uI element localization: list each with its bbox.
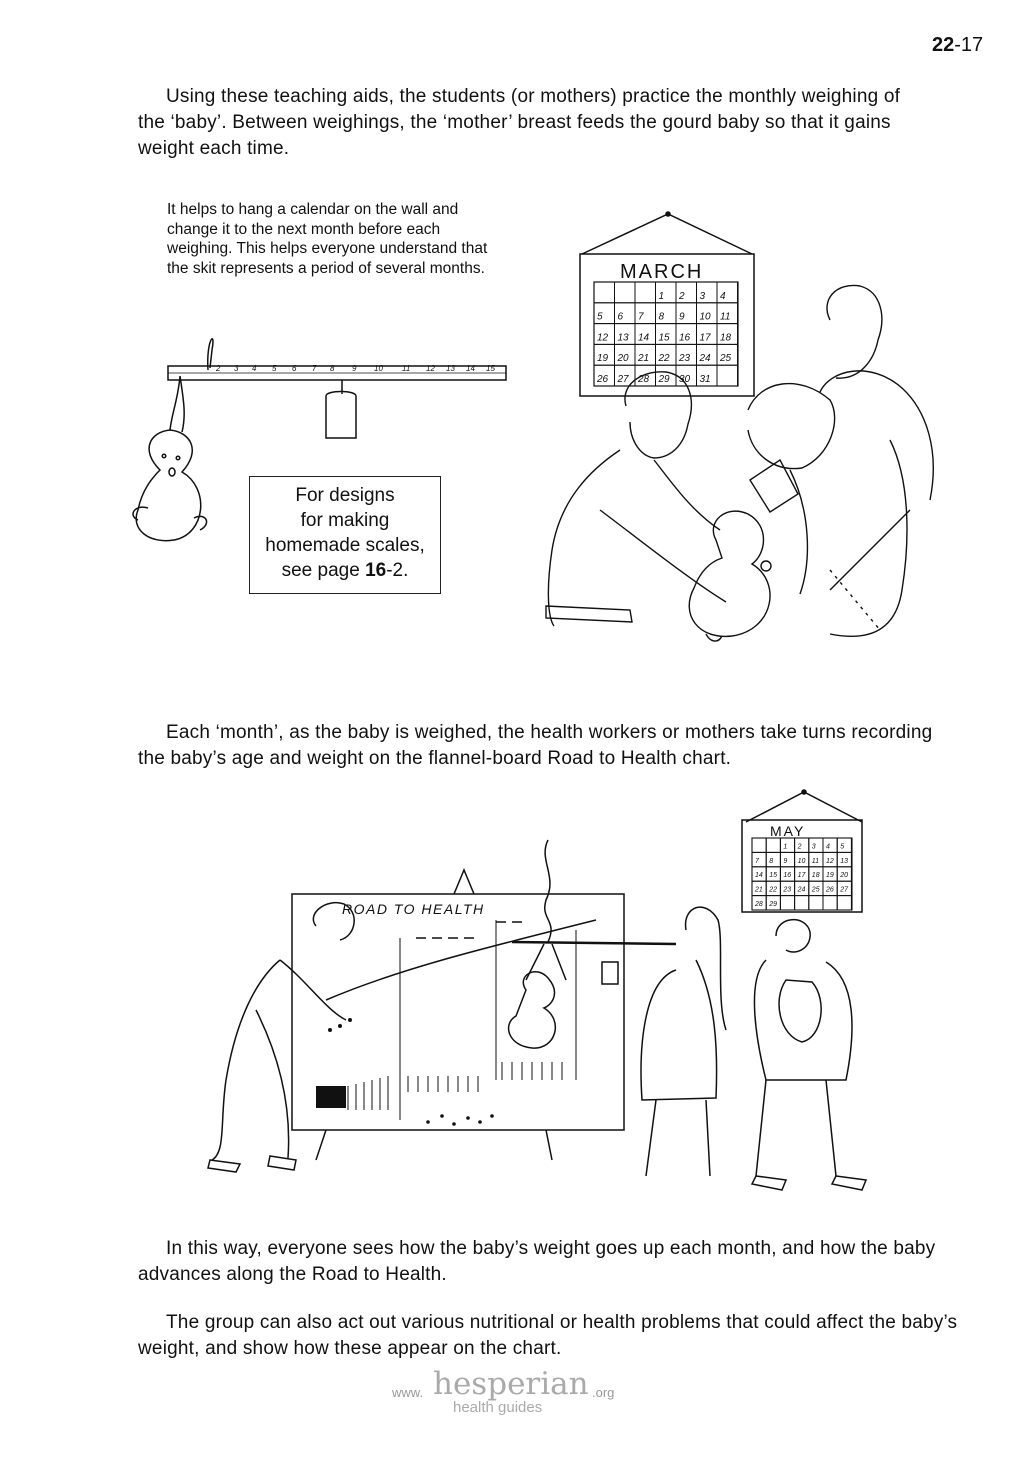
scale-box-line: For designs — [295, 485, 395, 506]
paragraph-act-out-text: The group can also act out various nutritional or health problems that could affect the baby’s weight, and show how these appear on the chart. — [138, 1312, 958, 1359]
calendar-day: 27 — [840, 886, 848, 894]
paragraph-road-advance — [138, 1236, 958, 1288]
calendar-day: 12 — [597, 332, 609, 344]
scale-box-line — [250, 558, 440, 583]
calendar-day: 23 — [679, 353, 691, 365]
calendar-day: 4 — [826, 843, 830, 851]
calendar-day: 19 — [597, 353, 609, 365]
calendar-day: 16 — [679, 332, 691, 344]
calendar-day: 14 — [755, 872, 763, 880]
calendar-day: 7 — [755, 857, 759, 865]
calendar-day: 13 — [840, 857, 848, 865]
calendar-day: 10 — [699, 311, 711, 323]
calendar-day: 25 — [720, 353, 732, 365]
calendar-day: 2 — [797, 843, 802, 851]
calendar-day: 17 — [699, 332, 711, 344]
calendar-day: 4 — [720, 290, 726, 302]
calendar-day: 29 — [658, 374, 670, 385]
board-title: ROAD TO HEALTH — [342, 901, 485, 917]
calendar-day: 5 — [597, 311, 603, 323]
calendar-day: 22 — [658, 353, 670, 365]
calendar-day: 17 — [797, 872, 806, 880]
calendar-day: 26 — [597, 374, 609, 385]
calendar-day: 3 — [699, 290, 706, 302]
calendar-day: 13 — [617, 332, 629, 344]
calendar-cell — [717, 365, 738, 386]
calendar-cell — [809, 896, 823, 910]
calendar-day: 18 — [720, 332, 732, 344]
calendar-day: 23 — [783, 886, 792, 894]
tick-label: 9 — [352, 364, 357, 373]
tick-label: 4 — [252, 364, 257, 373]
calendar-day: 21 — [638, 353, 650, 365]
scale-box-text: see page — [281, 560, 366, 581]
paragraph-road-advance-text: In this way, everyone sees how the baby’s weight goes up each month, and how the baby advances along the Road to Health. — [138, 1238, 936, 1285]
paragraph-intro-text: Using these teaching aids, the students (or mothers) practice the monthly weighing of the ‘baby’. Between weighings, the ‘mother’ breast feeds the gourd baby so that it gains weight each time. — [138, 86, 901, 159]
calendar-day: 3 — [811, 843, 816, 851]
calendar-month-march: MARCH — [620, 261, 704, 283]
paragraph-intro — [138, 84, 918, 162]
footer-logo[interactable]: hesperian — [433, 1366, 589, 1402]
page-number — [932, 34, 983, 57]
tick-label: 3 — [234, 364, 239, 373]
calendar-day: 15 — [769, 872, 777, 880]
calendar-cell — [766, 838, 780, 852]
homemade-scales-box — [249, 476, 441, 594]
calendar-day: 9 — [783, 857, 788, 865]
tick-label: 13 — [446, 364, 455, 373]
calendar-day: 2 — [679, 290, 685, 302]
road-to-health-illustration — [196, 780, 876, 1205]
may-calendar-grid — [752, 838, 851, 910]
calendar-day: 11 — [811, 857, 820, 865]
calendar-day: 14 — [638, 332, 650, 344]
footer-www: www. — [392, 1385, 424, 1400]
page-ref-bold: 16 — [365, 560, 387, 581]
tick-label: 11 — [402, 364, 411, 373]
march-calendar-grid — [594, 282, 738, 386]
calendar-day: 19 — [826, 872, 834, 880]
calendar-day: 1 — [658, 290, 665, 302]
tick-label: 15 — [486, 364, 495, 373]
page-suffix: -17 — [954, 34, 984, 56]
calendar-day: 1 — [783, 843, 788, 851]
calendar-cell — [780, 896, 794, 910]
calendar-day: 12 — [826, 857, 834, 865]
paragraph-road-to-health — [138, 720, 958, 772]
calendar-day: 30 — [679, 374, 691, 385]
calendar-cell — [752, 838, 766, 852]
calendar-day: 20 — [840, 872, 848, 880]
calendar-day: 28 — [638, 374, 650, 385]
tick-label: 2 — [216, 364, 221, 373]
calendar-note: It helps to hang a calendar on the wall and change it to the next month before each weighing. This helps everyone understand that the skit represents a period of several months. — [167, 201, 488, 277]
scale-box-line: for making — [300, 510, 390, 531]
paragraph-road-to-health-text: Each ‘month’, as the baby is weighed, the health workers or mothers take turns recording the baby’s age and weight on the flannel-board Road to Health chart. — [138, 722, 933, 769]
footer-org: .org — [592, 1385, 615, 1400]
scale-box-line: homemade scales, — [265, 535, 425, 556]
paragraph-act-out — [138, 1310, 958, 1362]
calendar-day: 29 — [769, 901, 777, 908]
calendar-day: 8 — [769, 857, 774, 865]
calendar-day: 6 — [617, 311, 624, 323]
calendar-day: 31 — [699, 374, 711, 385]
calendar-day: 16 — [783, 872, 792, 880]
calendar-cell — [635, 282, 656, 303]
footer-subtitle: health guides — [453, 1399, 543, 1416]
calendar-day: 27 — [617, 374, 629, 385]
calendar-day: 28 — [755, 901, 763, 908]
calendar-day: 21 — [755, 886, 763, 894]
tick-label: 8 — [330, 364, 335, 373]
calendar-day: 24 — [797, 886, 806, 894]
calendar-cell — [837, 896, 851, 910]
tick-label: 10 — [374, 364, 383, 373]
calendar-day: 26 — [826, 886, 834, 894]
calendar-day: 11 — [720, 311, 731, 323]
calendar-cell — [823, 896, 837, 910]
calendar-day: 10 — [797, 857, 806, 865]
calendar-cell — [594, 282, 615, 303]
calendar-day: 15 — [658, 332, 670, 344]
calendar-cell — [795, 896, 809, 910]
tick-label: 14 — [466, 364, 475, 373]
tick-label: 6 — [292, 364, 297, 373]
scale-box-text: -2. — [386, 560, 409, 581]
calendar-month-may: MAY — [770, 823, 806, 839]
march-weighing-illustration — [530, 210, 970, 650]
calendar-day: 5 — [840, 843, 845, 851]
calendar-day: 8 — [658, 311, 665, 323]
calendar-day: 25 — [811, 886, 820, 894]
calendar-day: 22 — [769, 886, 777, 894]
chapter-number: 22 — [932, 34, 955, 56]
calendar-day: 24 — [699, 353, 711, 365]
calendar-day: 20 — [617, 353, 629, 365]
tick-label: 12 — [426, 364, 435, 373]
tick-label: 5 — [272, 364, 277, 373]
calendar-cell — [615, 282, 636, 303]
calendar-day: 9 — [679, 311, 685, 323]
calendar-day: 7 — [638, 311, 644, 323]
calendar-day: 18 — [811, 872, 820, 880]
tick-label: 7 — [312, 364, 317, 373]
